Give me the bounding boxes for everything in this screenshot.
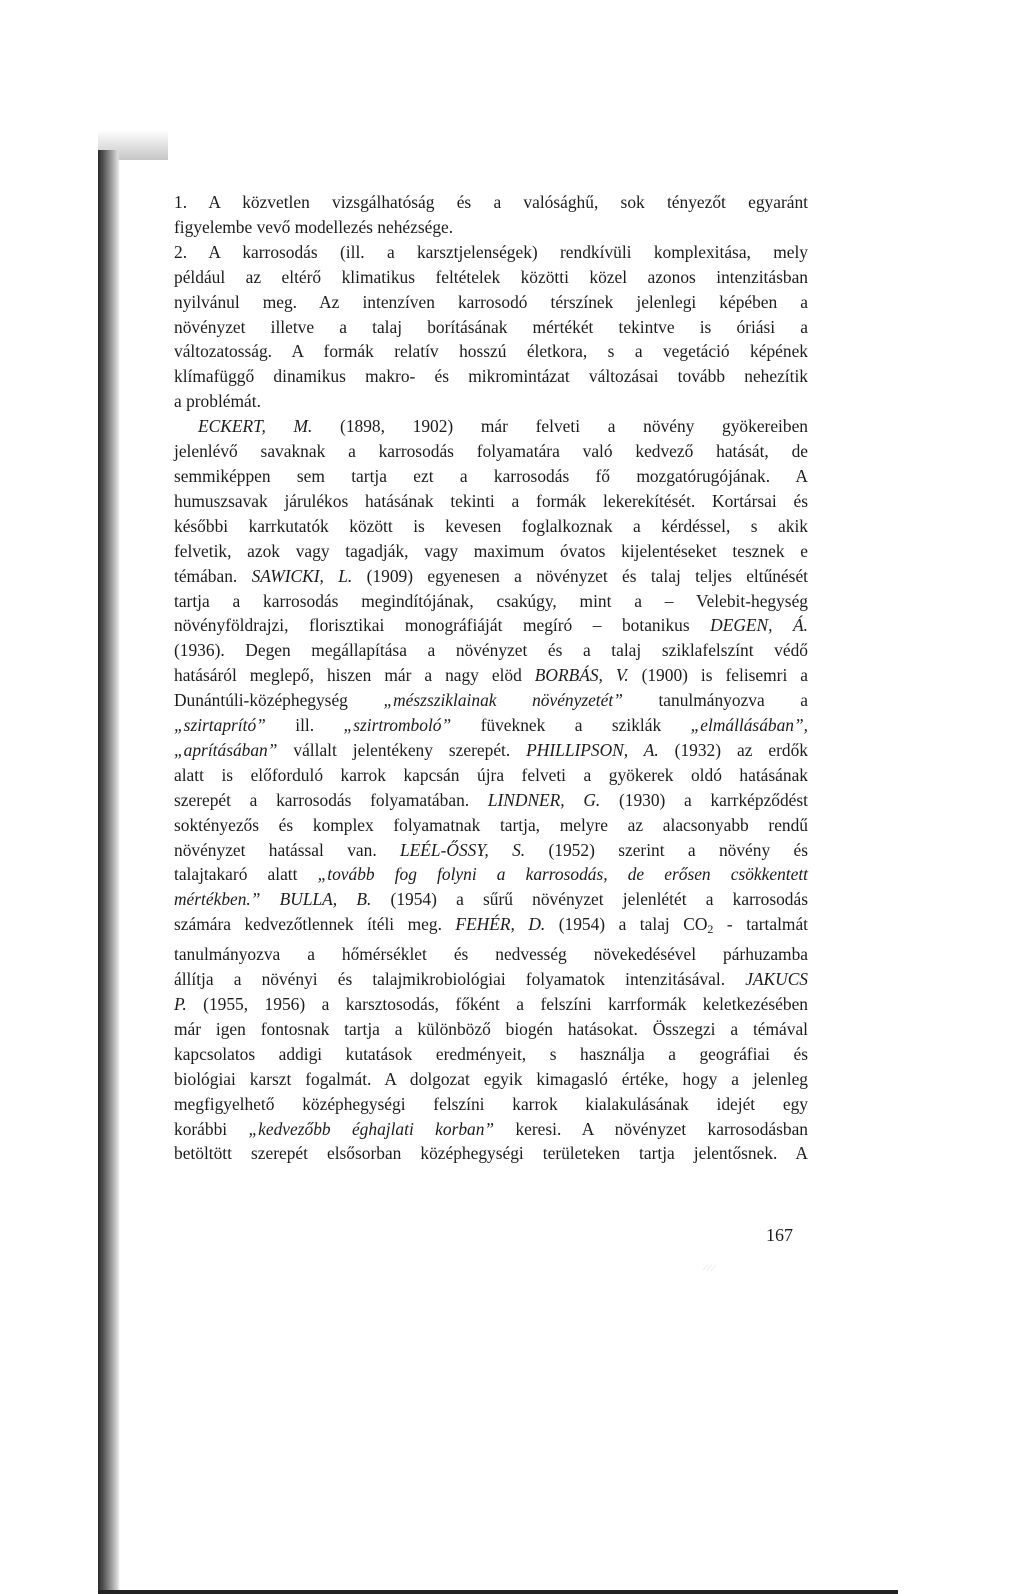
- text-line: humuszsavak járulékos hatásának tekinti a formák lekerekítését. Kortársai és: [174, 490, 808, 511]
- text-line: növényzet illetve a talaj borításának mértékét tekintve is óriási a: [174, 316, 808, 337]
- text-fragment: témában.: [174, 565, 252, 586]
- author-citation: BULLA, B.: [279, 889, 372, 910]
- text-line: [174, 788, 808, 813]
- text-line: felvetik, azok vagy tagadják, vagy maximum óvatos kijelentéseket tesznek e: [174, 540, 808, 561]
- text-line: (1936). Degen megállapítása a növényzet és a talaj sziklafelszínt védő: [174, 640, 808, 661]
- text-line: jelenlévő savaknak a karrosodás folyamatára való kedvező hatását, de: [174, 441, 808, 462]
- text-fragment: vállalt jelentékeny szerepét.: [277, 739, 527, 760]
- text-fragment: (1952) szerint a növény és: [525, 839, 808, 860]
- author-citation: PHILLIPSON, A.: [526, 739, 659, 760]
- text-line: megfigyelhető középhegységi felszíni karrok kialakulásának idejét egy: [174, 1093, 808, 1114]
- text-fragment: hatásáról meglepő, hiszen már a nagy elöd: [174, 665, 535, 686]
- text-line: például az eltérő klimatikus feltételek közötti közel azonos intenzitásban: [174, 266, 808, 287]
- text-line: [174, 887, 808, 912]
- author-citation: P.: [174, 994, 187, 1014]
- text-line: [174, 613, 808, 638]
- text-line: alatt is előforduló karrok kapcsán újra felveti a gyökerek oldó hatásának: [174, 764, 808, 785]
- text-fragment: (1955, 1956) a karsztosodás, főként a felszíni karrformák keletkezésében: [186, 994, 808, 1014]
- text-line: [174, 838, 808, 863]
- text-line: kapcsolatos addigi kutatások eredményeit, s használja a geográfiai és: [174, 1043, 808, 1064]
- page-text: [174, 190, 808, 1166]
- text-line: [174, 738, 808, 763]
- quoted-term: „mészsziklainak növényzetét”: [383, 690, 623, 711]
- text-fragment: (1900) is felisemri a: [628, 665, 808, 686]
- quoted-term: „szirtaprító”: [174, 715, 266, 736]
- text-line: betöltött szerepét elsősorban középhegységi területeken tartja jelentősnek. A: [174, 1143, 808, 1164]
- quoted-term: „aprításában”: [174, 739, 278, 760]
- text-fragment: füveknek a sziklák: [451, 715, 691, 736]
- text-line: nyilvánul meg. Az intenzíven karrosodó térszínek jelenlegi képében a: [174, 291, 808, 312]
- text-fragment: tanulmányozva a: [622, 690, 809, 711]
- author-citation: LINDNER, G.: [487, 789, 601, 810]
- text-fragment: [260, 889, 279, 909]
- text-fragment: - tartalmát: [713, 914, 808, 935]
- text-line: már igen fontosnak tartja a különböző biogén hatásokat. Összegzi a témával: [174, 1018, 808, 1039]
- text-line: 1. A közvetlen vizsgálhatóság és a valósághű, sok tényezőt egyaránt: [174, 192, 808, 212]
- text-fragment: (1898, 1902) már felveti a növény gyökereiben: [312, 416, 808, 437]
- text-line: [174, 688, 808, 713]
- text-fragment: (1954) a sűrű növényzet jelenlétét a karrosodás: [371, 889, 808, 910]
- text-line: [174, 862, 808, 887]
- text-line: soktényezős és komplex folyamatnak tartja, melyre az alacsonyabb rendű: [174, 814, 808, 835]
- quoted-term: „tovább fog folyni a karrosodás, de erősen csökkentett: [317, 864, 808, 885]
- text-line: [174, 414, 808, 439]
- text-line: [174, 564, 808, 589]
- text-line: tartja a karrosodás megindítójának, csakúgy, mint a – Velebit-hegység: [174, 590, 808, 611]
- text-line: [174, 663, 808, 688]
- subscript: 2: [707, 922, 714, 937]
- text-line: biológiai karszt fogalmát. A dolgozat egyik kimagasló értéke, hogy a jelenleg: [174, 1068, 808, 1089]
- text-line: későbbi karrkutatók között is kevesen foglalkoznak a kérdéssel, s akik: [174, 515, 808, 536]
- author-citation: FEHÉR, D.: [455, 914, 546, 935]
- text-line: [174, 967, 808, 992]
- text-fragment: (1932) az erdők: [658, 739, 808, 760]
- text-fragment: talajtakaró alatt: [174, 864, 318, 885]
- text-line: tanulmányozva a hőmérséklet és nedvesség növekedésével párhuzamba: [174, 944, 808, 965]
- text-fragment: növényzet hatással van.: [174, 839, 401, 860]
- text-fragment: (1909) egyenesen a növényzet és talaj teljes eltűnését: [352, 565, 809, 586]
- text-fragment: (1954) a talaj CO: [545, 914, 708, 935]
- text-line: [174, 912, 808, 942]
- author-citation: LEÉL-ŐSSY, S.: [400, 839, 526, 860]
- text-fragment: keresi. A növényzet karrosodásban: [494, 1118, 809, 1139]
- author-citation: SAWICKI, L.: [251, 565, 353, 586]
- quoted-term: „szirtromboló”: [343, 715, 452, 736]
- scan-speck: [702, 1262, 722, 1272]
- quoted-term: „kedvezőbb éghajlati korban”: [248, 1118, 495, 1139]
- text-line: [174, 713, 808, 738]
- page-number: 167: [766, 1225, 793, 1245]
- text-line: a problémát.: [174, 391, 261, 412]
- author-citation: DEGEN, Á.: [710, 615, 808, 636]
- author-citation: JAKUCS: [745, 969, 808, 990]
- author-citation: ECKERT, M.: [198, 416, 313, 437]
- text-line: [174, 1117, 808, 1142]
- text-fragment: növényföldrajzi, florisztikai monográfiáját megíró – botanikus: [174, 615, 711, 636]
- author-citation: BORBÁS, V.: [534, 665, 629, 686]
- text-fragment: Dunántúli-középhegység: [174, 690, 384, 711]
- text-line: 2. A karrosodás (ill. a karsztjelenségek) rendkívüli komplexitása, mely: [174, 241, 808, 262]
- text-fragment: ill.: [265, 715, 344, 736]
- text-fragment: szerepét a karrosodás folyamatában.: [174, 789, 488, 810]
- quoted-term: „elmállásában”,: [690, 715, 808, 736]
- scan-bottom-edge: [98, 1590, 898, 1594]
- text-fragment: számára kedvezőtlennek ítéli meg.: [174, 914, 456, 935]
- text-line: [174, 992, 808, 1017]
- text-fragment: korábbi: [174, 1118, 249, 1139]
- text-line: semmiképpen sem tartja ezt a karrosodás fő mozgatórugójának. A: [174, 465, 808, 486]
- binding-shadow: [98, 150, 120, 1590]
- text-line: változatosság. A formák relatív hosszú életkora, s a vegetáció képének: [174, 341, 808, 362]
- text-fragment: állítja a növényi és talajmikrobiológiai folyamatok intenzitásával.: [174, 969, 746, 990]
- text-line: figyelembe vevő modellezés nehézsége.: [174, 216, 454, 237]
- text-line: klímafüggő dinamikus makro- és mikromintázat változásai tovább nehezítik: [174, 366, 808, 387]
- text-fragment: (1930) a karrképződést: [600, 789, 808, 810]
- quoted-term: mértékben.”: [174, 889, 261, 910]
